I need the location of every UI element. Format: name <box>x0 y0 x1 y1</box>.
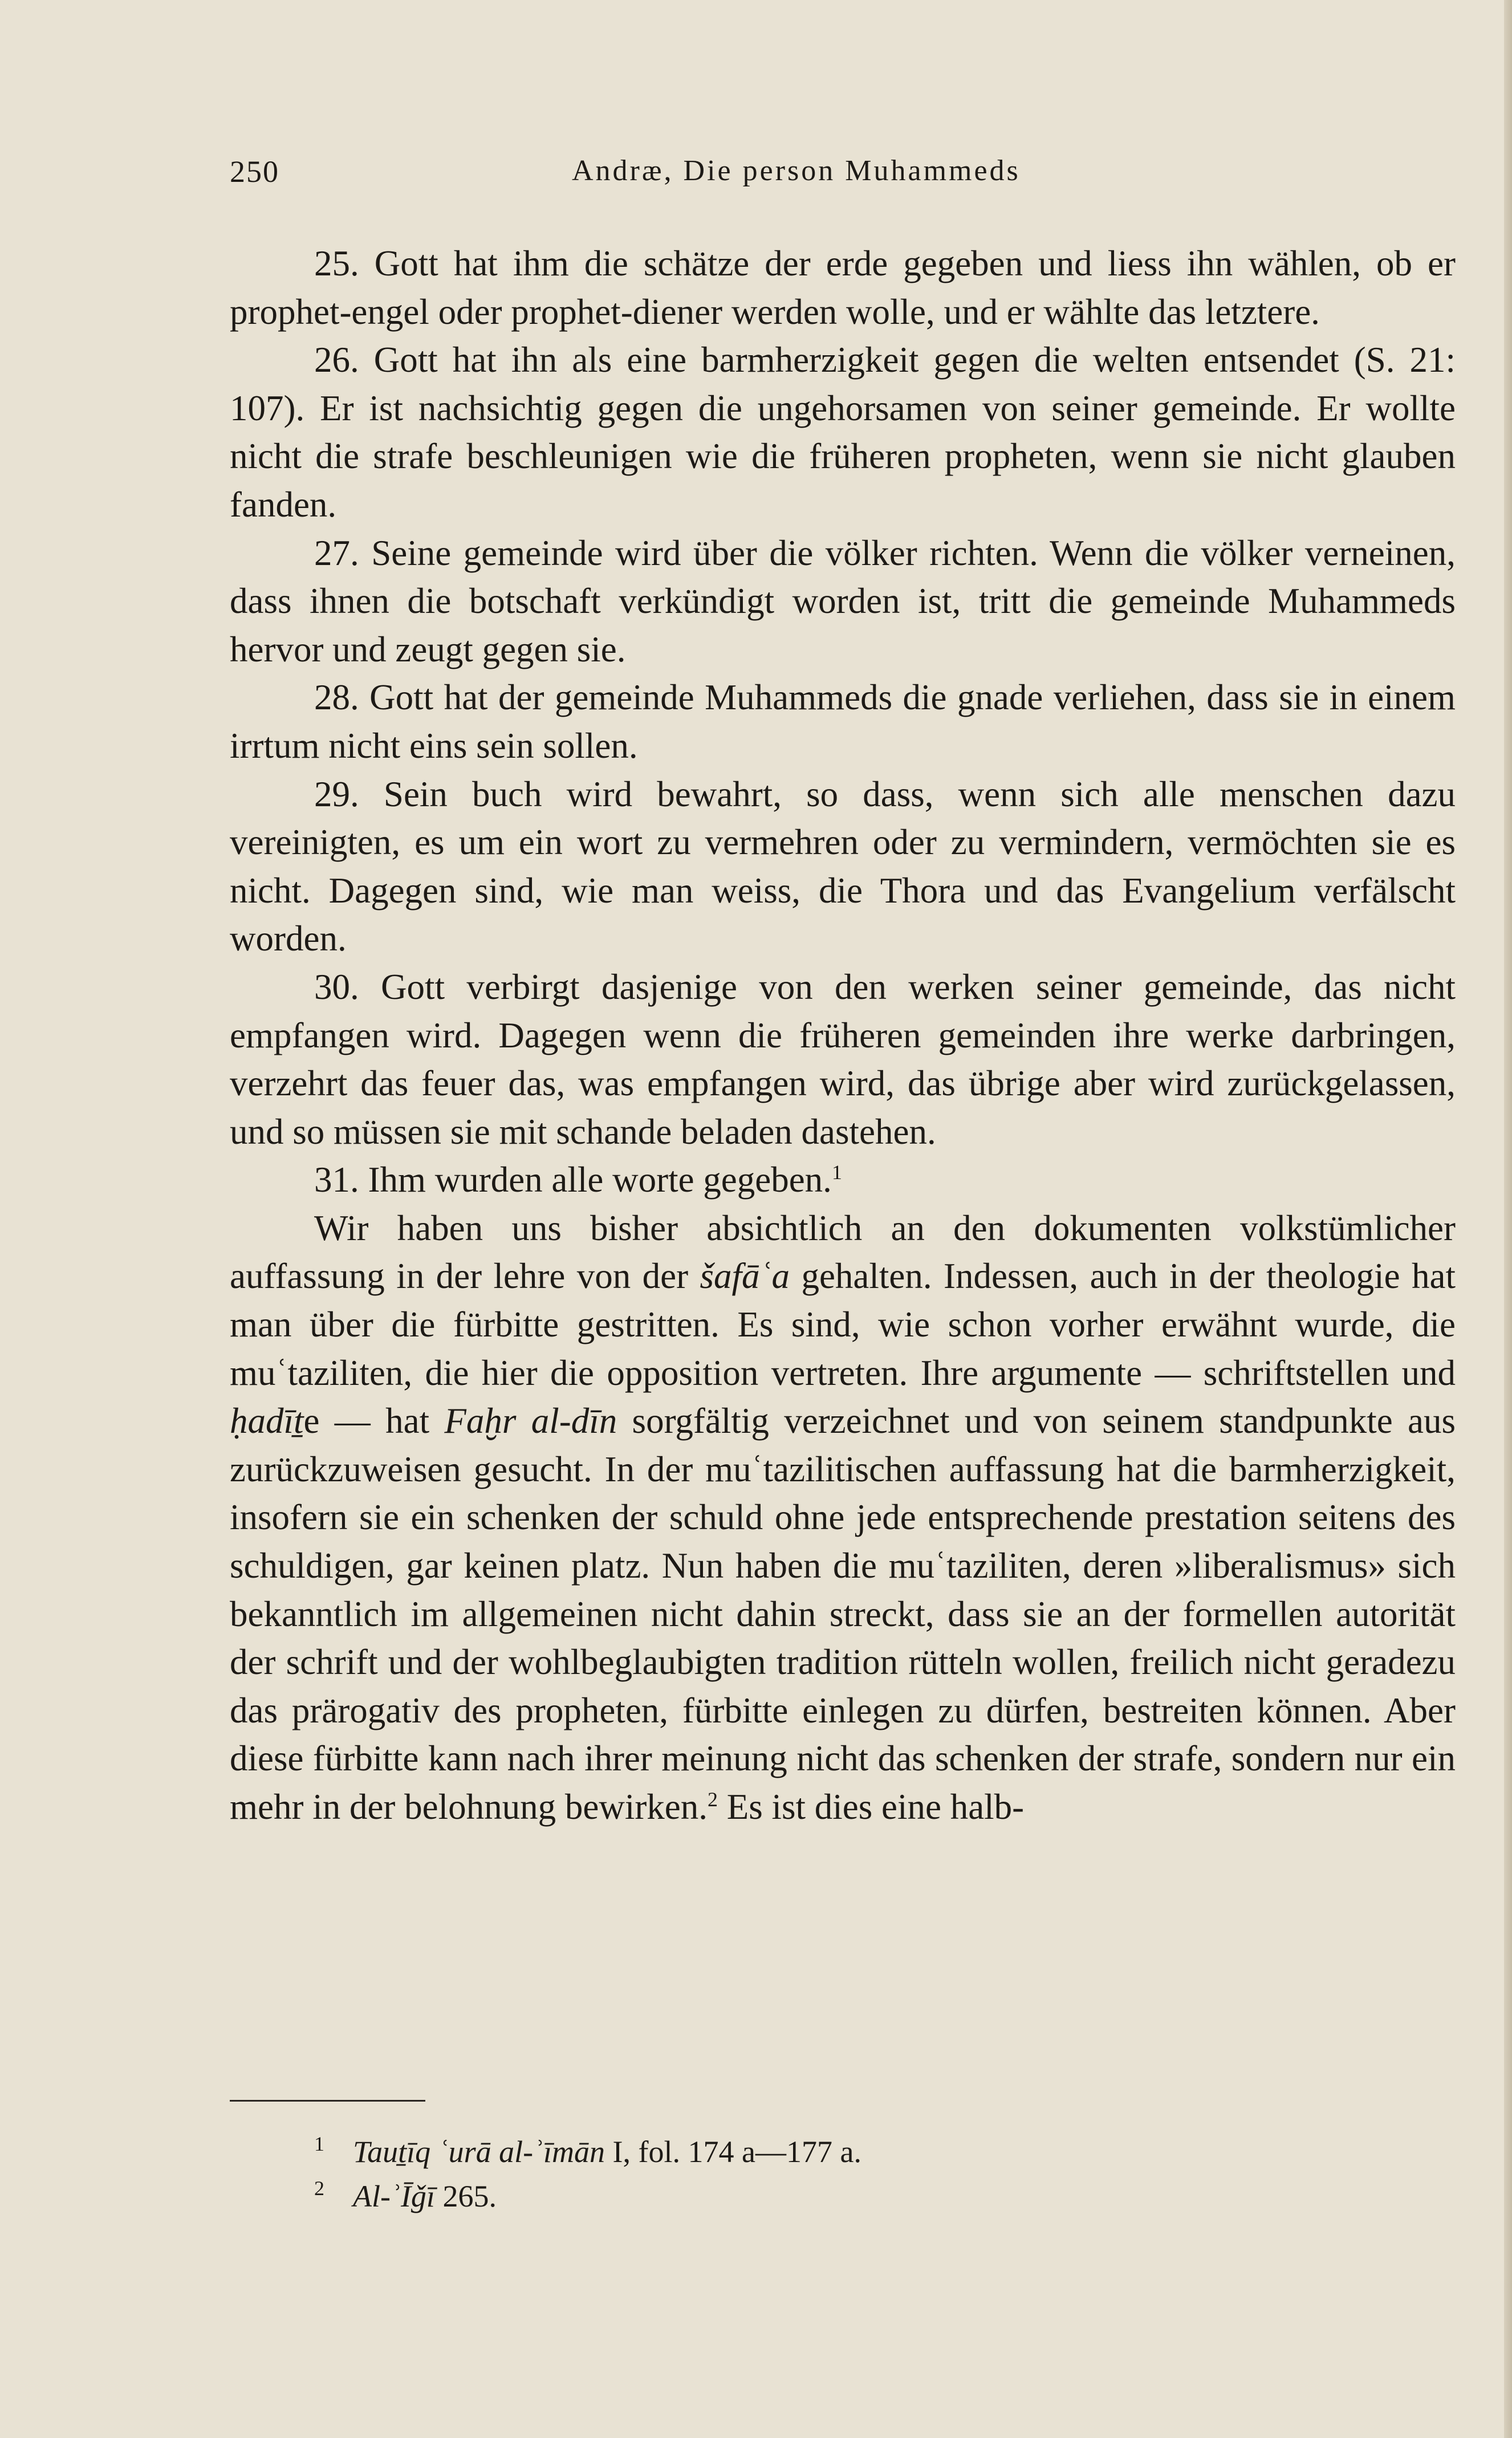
main-text-1: Wir haben uns bisher absichtlich an den dokumenten volkstümlicher auffassung in der lehre von der <box>230 1208 1456 1297</box>
term-hadith: ḥadīṯ <box>230 1401 304 1441</box>
main-text-3: e — hat <box>303 1401 445 1441</box>
paragraph-31 <box>230 1156 1456 1204</box>
name-fahr-al-din: Faḫr al-dīn <box>444 1401 617 1441</box>
footnote-title: Tauṯīq ʿurā al-ʾīmān <box>353 2135 605 2169</box>
footnotes <box>230 2130 1456 2218</box>
running-title: Andræ, Die person Muhammeds <box>572 155 1021 187</box>
footnote-ref-2[interactable]: 2 <box>708 1788 718 1811</box>
term-shafaa: šafāʿa <box>700 1256 790 1297</box>
paragraph-30: 30. Gott verbirgt dasjenige von den werken seiner gemeinde, das nicht empfangen wird. Dagegen wenn die früheren gemeinden ihre werke darbringen, verzehrt das feuer das, was empfangen wird, das übrige aber wird zurückgelassen, und so müssen sie mit schande beladen dastehen. <box>230 966 1456 1152</box>
paragraph-28: 28. Gott hat der gemeinde Muhammeds die gnade verliehen, dass sie in einem irrtum nicht eins sein sollen. <box>230 677 1456 766</box>
footnote-rest: I, fol. 174 a—177 a. <box>605 2135 861 2169</box>
main-paragraph <box>230 1204 1456 1831</box>
footnote-rest: 265. <box>434 2179 497 2213</box>
main-text-4: sorgfältig verzeichnet und von seinem standpunkte aus zurückzuweisen gesucht. In der muʿtazilitischen auffassung hat die barmherzigkeit, insofern sie ein schenken der schuld ohne jede entsprechende prestation seitens des schuldigen, gar keinen platz. Nun haben die muʿtaziliten, deren »liberalismus» sich bekanntlich im allgemeinen nicht dahin streckt, dass sie an der formellen autorität der schrift und der wohlbeglaubigten tradition rütteln wollen, freilich nicht geradezu das prärogativ des propheten, fürbitte einlegen zu dürfen, bestreiten können. Aber diese fürbitte kann nach ihrer meinung nicht das schenken der strafe, sondern nur ein mehr in der belohnung bewirken. <box>230 1401 1456 1827</box>
paragraph-27: 27. Seine gemeinde wird über die völker richten. Wenn die völker verneinen, dass ihnen die botschaft verkündigt worden ist, tritt die gemeinde Muhammeds hervor und zeugt gegen sie. <box>230 533 1456 669</box>
footnote-mark: 1 <box>314 2132 324 2155</box>
footnote-title: Al-ʾĪǧī <box>353 2179 435 2213</box>
footnote-text <box>314 2130 1456 2174</box>
main-text-2: gehalten. Indessen, auch in der theologie hat man über die fürbitte gestritten. Es sind, wie schon vorher erwähnt wurde, die muʿtaziliten, die hier die opposition vertreten. Ihre argumente — schriftstellen und <box>230 1256 1456 1393</box>
footnote-ref-1[interactable]: 1 <box>831 1161 842 1184</box>
footnote-text <box>314 2174 1456 2218</box>
main-text-5: Es ist dies eine halb- <box>718 1787 1025 1827</box>
footnote-rule <box>230 2100 425 2102</box>
paragraph-31-text: 31. Ihm wurden alle worte gegeben. <box>314 1160 832 1200</box>
footnote-1 <box>230 2130 1456 2174</box>
page-edge <box>1504 0 1512 2438</box>
page-number: 250 <box>230 155 279 189</box>
paragraph-26: 26. Gott hat ihn als eine barmherzigkeit gegen die welten entsendet (S. 21: 107). Er ist nachsichtig gegen die ungehorsamen von seiner gemeinde. Er wollte nicht die strafe beschleunigen wie die früheren propheten, wenn sie nicht glauben fanden. <box>230 340 1456 525</box>
footnote-mark: 2 <box>314 2177 324 2200</box>
paragraph-25: 25. Gott hat ihm die schätze der erde gegeben und liess ihn wählen, ob er prophet-engel oder prophet-diener werden wolle, und er wählte das letztere. <box>230 243 1456 332</box>
page-header <box>230 154 1456 200</box>
body-text <box>230 239 1456 1831</box>
paragraph-29: 29. Sein buch wird bewahrt, so dass, wenn sich alle menschen dazu vereinigten, es um ein wort zu vermehren oder zu vermindern, vermöchten sie es nicht. Dagegen sind, wie man weiss, die Thora und das Evangelium verfälscht worden. <box>230 774 1456 959</box>
footnote-2 <box>230 2174 1456 2218</box>
